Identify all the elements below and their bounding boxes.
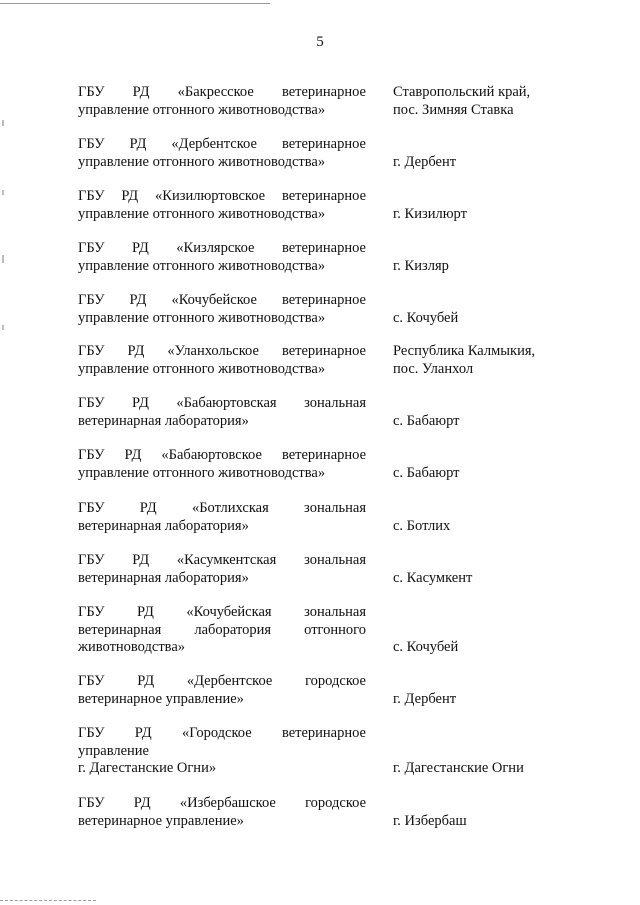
organization-location-line: пос. Уланхол [393, 360, 474, 377]
organization-name [78, 552, 366, 587]
organization-location [393, 413, 593, 431]
organization-name [78, 343, 366, 378]
organization-name-line: ГБУ РД «Уланхольское ветеринарное [78, 343, 366, 359]
organization-location [393, 518, 593, 536]
organization-location-line: с. Кочубей [393, 639, 459, 655]
organization-location [393, 84, 593, 119]
organization-name-line: ветеринарная лаборатория отгонного [78, 621, 366, 638]
organization-location [393, 343, 593, 378]
organization-name-line: ГБУ РД «Кизилюртовское ветеринарное [78, 188, 366, 204]
organization-name-line: ГБУ РД «Бабаюртовская зональная [78, 395, 366, 411]
organization-name-line: ГБУ РД «Бабаюртовское ветеринарное [78, 447, 366, 463]
organization-name-line: управление [78, 742, 149, 759]
organization-name-line: ветеринарная лаборатория» [78, 412, 249, 429]
organization-name [78, 84, 366, 119]
organization-location-line: пос. Зимняя Ставка [393, 101, 514, 118]
organization-location-line: г. Кизляр [393, 257, 449, 274]
organization-name-line: ГБУ РД «Касумкентская зональная [78, 552, 366, 568]
organization-name [78, 673, 366, 708]
organization-name [78, 500, 366, 535]
organization-location-line: с. Кочубей [393, 309, 459, 326]
organization-name-line: ГБУ РД «Кочубейское ветеринарное [78, 292, 366, 308]
organization-location-line: с. Бабаюрт [393, 412, 460, 429]
organization-location [393, 310, 593, 328]
organization-name-line: ГБУ РД «Кочубейская зональная [78, 604, 366, 620]
organization-name-line: ГБУ РД «Дербентское городское [78, 673, 366, 689]
organization-name-line: управление отгонного животноводства» [78, 464, 326, 481]
organization-name-line: ГБУ РД «Дербентское ветеринарное [78, 136, 366, 152]
organization-name-line: животноводства» [78, 639, 186, 655]
organization-name-line: управление отгонного животноводства» [78, 257, 326, 274]
organization-name-line: ГБУ РД «Кизлярское ветеринарное [78, 240, 366, 256]
organization-location [393, 813, 593, 831]
organization-name [78, 604, 366, 657]
organization-name [78, 725, 366, 778]
organization-name-line: ветеринарное управление» [78, 690, 244, 707]
page-number: 5 [316, 34, 324, 50]
organization-name [78, 240, 366, 275]
organization-location-line: г. Дербент [393, 153, 457, 170]
organization-name-line: управление отгонного животноводства» [78, 101, 326, 118]
organization-location-line: г. Дербент [393, 690, 457, 707]
organization-name [78, 795, 366, 830]
organization-location-line: г. Избербаш [393, 812, 467, 829]
organization-name-line: управление отгонного животноводства» [78, 309, 326, 326]
organization-name [78, 188, 366, 223]
organization-name-line: ветеринарная лаборатория» [78, 569, 249, 586]
organization-name [78, 292, 366, 327]
organization-name-line: ветеринарное управление» [78, 812, 244, 829]
organization-location-line: Республика Калмыкия, [393, 343, 536, 359]
organization-name-line: ГБУ РД «Городское ветеринарное [78, 725, 366, 741]
organization-location [393, 760, 593, 778]
organization-location-line: г. Дагестанские Огни [393, 760, 524, 776]
organization-name-line: ГБУ РД «Бакресское ветеринарное [78, 84, 366, 100]
organization-location [393, 691, 593, 709]
organization-location-line: г. Кизилюрт [393, 205, 467, 222]
organization-location [393, 639, 593, 657]
organization-name-line: ГБУ РД «Избербашское городское [78, 795, 366, 811]
organization-name [78, 395, 366, 430]
organization-name [78, 447, 366, 482]
organization-location-line: с. Ботлих [393, 517, 451, 534]
organization-name-line: управление отгонного животноводства» [78, 153, 326, 170]
organization-location-line: с. Касумкент [393, 569, 473, 586]
organization-name [78, 136, 366, 171]
organization-location [393, 154, 593, 172]
organization-name-line: ГБУ РД «Ботлихская зональная [78, 500, 366, 516]
organization-location [393, 570, 593, 588]
organization-location [393, 465, 593, 483]
organization-name-line: управление отгонного животноводства» [78, 205, 326, 222]
organization-name-line: г. Дагестанские Огни» [78, 760, 217, 776]
organization-name-line: управление отгонного животноводства» [78, 360, 326, 377]
organization-location-line: с. Бабаюрт [393, 464, 460, 481]
organization-location-line: Ставропольский край, [393, 84, 531, 100]
organization-name-line: ветеринарная лаборатория» [78, 517, 249, 534]
organization-location [393, 206, 593, 224]
organization-location [393, 258, 593, 276]
